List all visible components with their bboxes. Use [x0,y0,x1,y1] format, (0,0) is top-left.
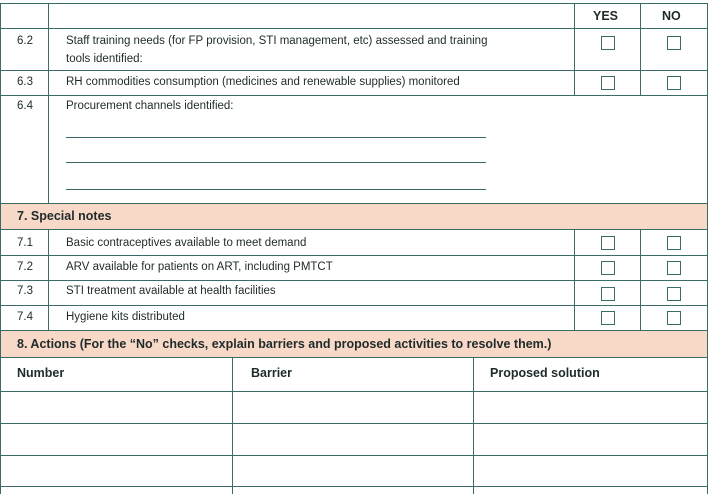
rule-row [0,305,708,306]
column-header-number: Number [17,366,65,380]
no-checkbox[interactable] [667,287,681,301]
row-description: Procurement channels identified: [66,100,234,112]
yes-checkbox[interactable] [601,311,615,325]
row-description: ARV available for patients on ART, including PMTCT [66,261,333,273]
row-description: Basic contraceptives available to meet demand [66,237,307,249]
row-number: 6.3 [17,76,33,88]
yes-checkbox[interactable] [601,76,615,90]
rule-section [0,203,708,204]
column-header-proposed-solution: Proposed solution [490,366,600,380]
row-description: RH commodities consumption (medicines and renewable supplies) monitored [66,76,460,88]
rule-section [0,357,708,358]
row-number: 6.4 [17,100,33,112]
rule-header [0,28,708,29]
yes-checkbox[interactable] [601,236,615,250]
row-description: STI treatment available at health facilities [66,285,276,297]
table-row[interactable] [1,424,707,455]
no-checkbox[interactable] [667,36,681,50]
no-header: NO [662,9,681,23]
col-yes-divider [574,3,575,96]
row-description: Staff training needs (for FP provision, STI management, etc) assessed and training [66,35,488,47]
row-number: 7.2 [17,261,33,273]
row-description-continued: tools identified: [66,53,143,65]
yes-checkbox[interactable] [601,287,615,301]
col-no-divider [640,3,641,96]
table-row[interactable] [1,456,707,486]
no-checkbox[interactable] [667,76,681,90]
rule-row [0,70,708,71]
write-in-line[interactable] [66,162,486,163]
rule-section [0,229,708,230]
write-in-line[interactable] [66,137,486,138]
col-number-divider [48,3,49,203]
rule-section [0,330,708,331]
yes-header: YES [593,9,619,23]
rule-row [0,255,708,256]
write-in-line[interactable] [66,189,486,190]
row-description: Hygiene kits distributed [66,311,185,323]
table-row[interactable] [1,392,707,423]
section-8-title: 8. Actions (For the “No” checks, explain barriers and proposed activities to resolve them.) [17,337,552,351]
no-checkbox[interactable] [667,236,681,250]
row-number: 7.3 [17,285,33,297]
rule-row [0,280,708,281]
no-checkbox[interactable] [667,261,681,275]
row-number: 7.1 [17,237,33,249]
yes-checkbox[interactable] [601,36,615,50]
row-number: 7.4 [17,311,33,323]
rule-row [0,95,708,96]
yes-checkbox[interactable] [601,261,615,275]
no-checkbox[interactable] [667,311,681,325]
column-header-barrier: Barrier [251,366,292,380]
section-7-title: 7. Special notes [17,209,112,223]
rule-top [0,3,708,4]
row-number: 6.2 [17,35,33,47]
rule-row [0,486,708,487]
frame-right [707,3,708,494]
